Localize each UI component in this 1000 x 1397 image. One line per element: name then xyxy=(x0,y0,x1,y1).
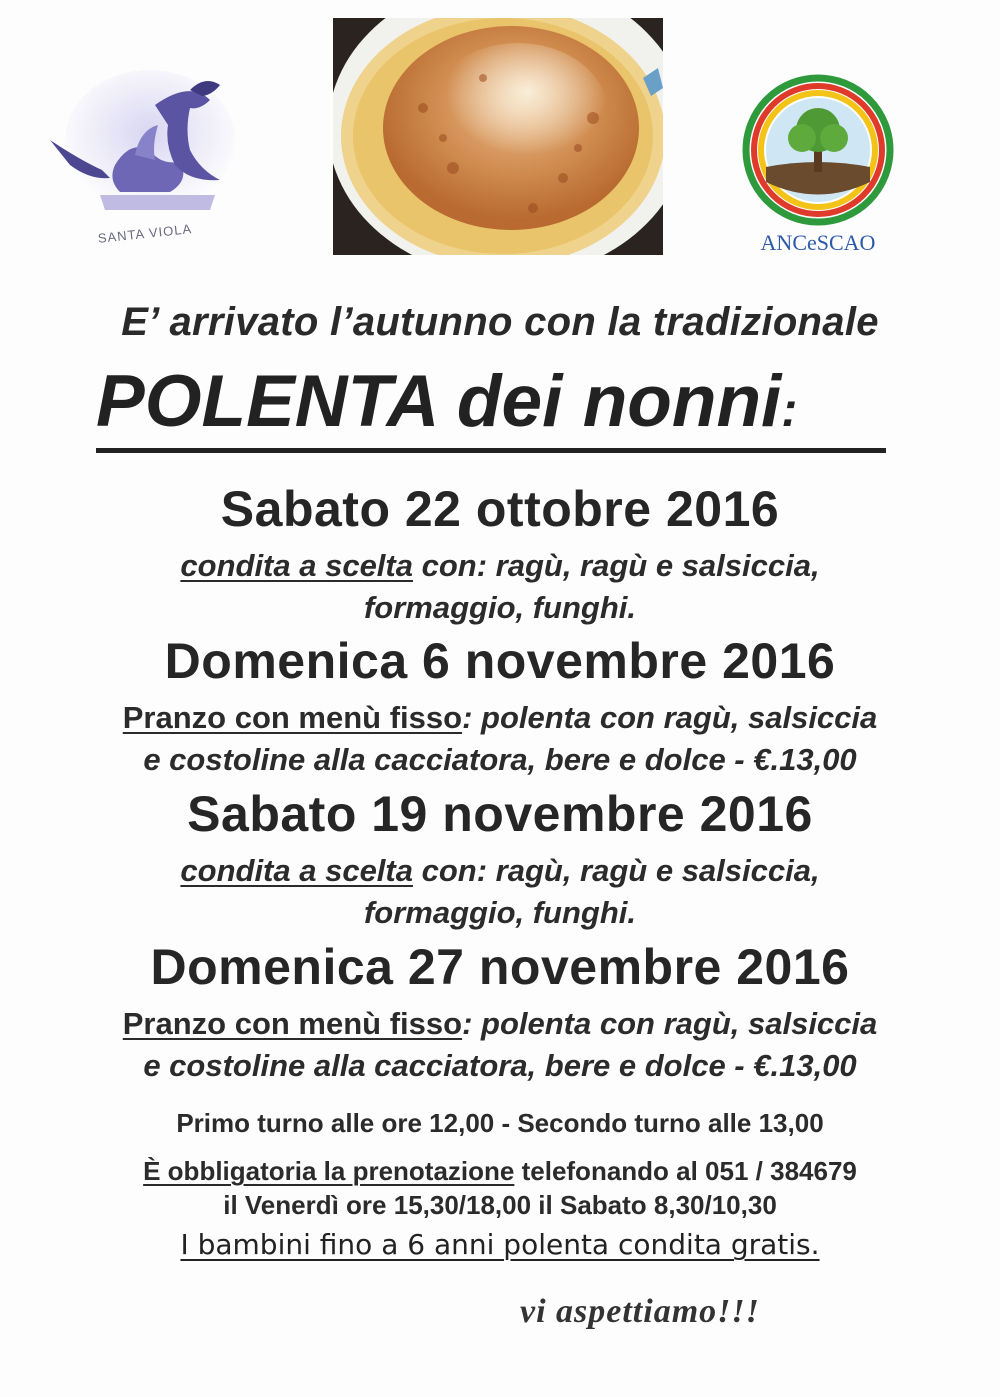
event-3-line1-label: condita a scelta xyxy=(180,853,413,888)
kids-info xyxy=(0,1228,1000,1261)
booking-label: È obbligatoria la prenotazione xyxy=(143,1156,515,1186)
booking-phone: telefonando al 051 / 384679 xyxy=(514,1156,857,1186)
event-1-line2: formaggio, funghi. xyxy=(363,590,637,625)
main-title xyxy=(96,360,886,453)
event-4-line2: e costoline alla cacciatora, bere e dolce - €.13,00 xyxy=(143,1048,857,1083)
main-title-text: POLENTA dei nonni xyxy=(96,361,782,442)
event-2-line1-rest: : polenta con ragù, salsiccia xyxy=(462,700,878,735)
event-1-date: Sabato 22 ottobre 2016 xyxy=(220,481,780,537)
event-2-date: Domenica 6 novembre 2016 xyxy=(164,633,836,689)
tree-rings-icon xyxy=(738,72,898,227)
horse-sculpture-icon xyxy=(40,70,240,230)
turns-info: Primo turno alle ore 12,00 - Secondo turno alle 13,00 xyxy=(176,1108,824,1138)
ancescao-logo xyxy=(738,72,898,262)
event-2-line1-label: Pranzo con menù fisso xyxy=(122,700,463,735)
event-3-line2: formaggio, funghi. xyxy=(363,895,637,930)
event-3-line1-rest: con: ragù, ragù e salsiccia, xyxy=(412,853,820,888)
booking-info xyxy=(0,1156,1000,1187)
event-4-date: Domenica 27 novembre 2016 xyxy=(150,939,850,995)
event-1-line1-rest: con: ragù, ragù e salsiccia, xyxy=(412,548,820,583)
santa-viola-logo xyxy=(40,70,240,260)
event-2-line2: e costoline alla cacciatora, bere e dolce - €.13,00 xyxy=(143,742,857,777)
booking-hours: il Venerdì ore 15,30/18,00 il Sabato 8,30/10,30 xyxy=(223,1190,777,1220)
santa-viola-logo-text: SANTA VIOLA xyxy=(97,221,193,246)
event-2-line1 xyxy=(0,700,1000,736)
event-3-line1 xyxy=(0,853,1000,889)
kids-info-text: I bambini fino a 6 anni polenta condita gratis. xyxy=(180,1228,820,1261)
polenta-photo xyxy=(333,18,663,255)
event-4-line1-label: Pranzo con menù fisso xyxy=(122,1006,463,1041)
main-title-colon: : xyxy=(781,384,798,437)
event-3-date: Sabato 19 novembre 2016 xyxy=(187,786,813,842)
event-1-line1-label: condita a scelta xyxy=(180,548,413,583)
closing-text: vi aspettiamo!!! xyxy=(520,1293,760,1330)
event-4-line1-rest: : polenta con ragù, salsiccia xyxy=(462,1006,878,1041)
event-4-line1 xyxy=(0,1006,1000,1042)
ancescao-logo-text: ANCeSCAO xyxy=(760,230,876,255)
event-1-line1 xyxy=(0,548,1000,584)
intro-text: E’ arrivato l’autunno con la tradizionale xyxy=(121,300,879,344)
